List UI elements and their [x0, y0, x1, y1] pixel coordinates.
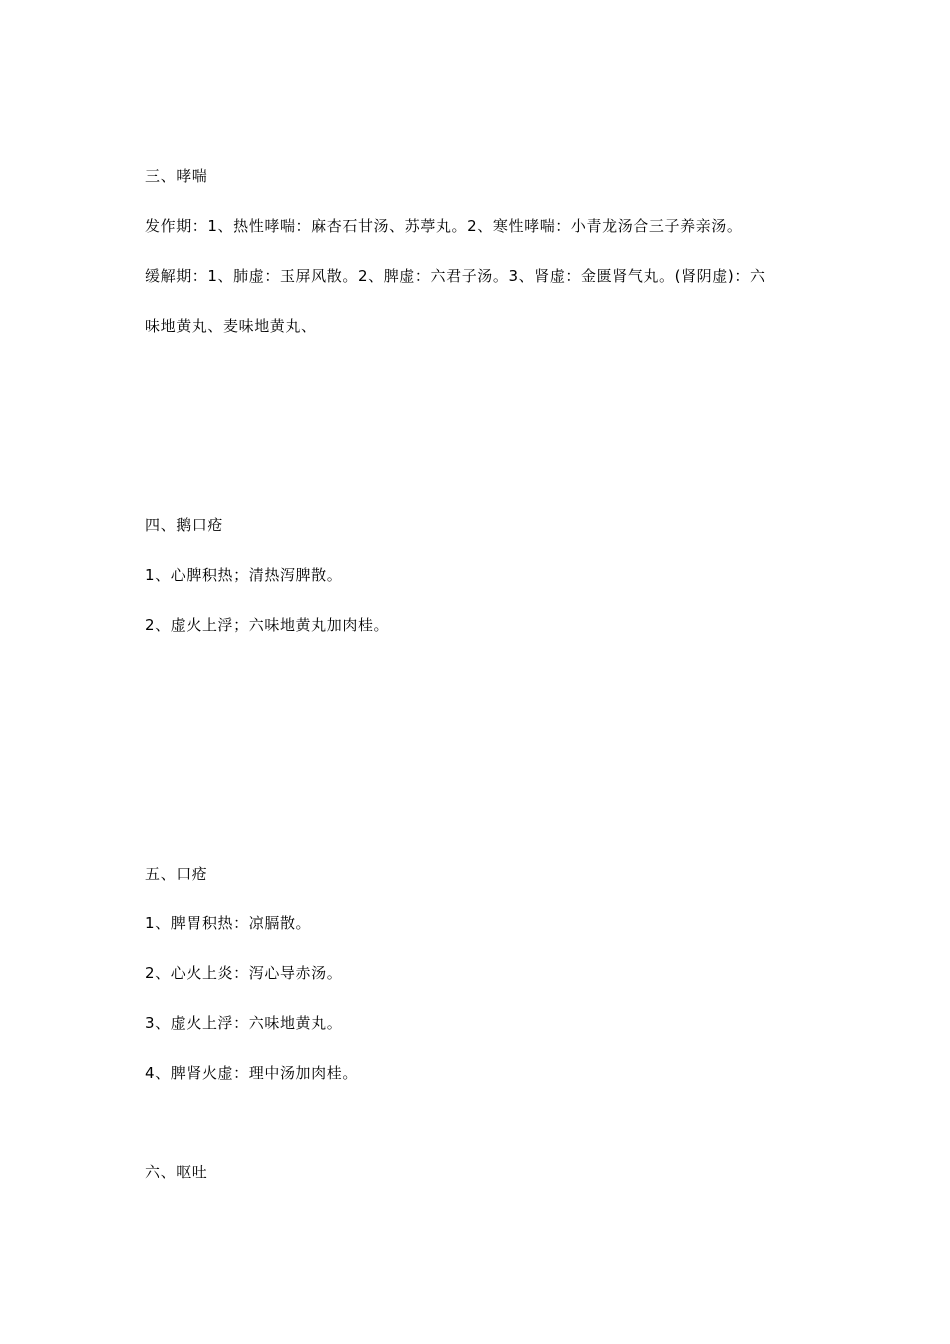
mouth-ulcer-item-3: 3、虚火上浮：六味地黄丸。 — [145, 1014, 343, 1032]
asthma-remission-continued: 味地黄丸、麦味地黄丸、 — [145, 317, 317, 335]
section-heading-asthma: 三、哮喘 — [145, 167, 208, 185]
mouth-ulcer-item-4: 4、脾肾火虚：理中汤加肉桂。 — [145, 1064, 358, 1082]
thrush-item-2: 2、虚火上浮；六味地黄丸加肉桂。 — [145, 616, 390, 634]
asthma-remission-phase: 缓解期：1、肺虚：玉屏风散。2、脾虚：六君子汤。3、肾虚：金匮肾气丸。(肾阴虚)：六 — [145, 267, 766, 285]
asthma-attack-phase: 发作期：1、热性哮喘：麻杏石甘汤、苏葶丸。2、寒性哮喘：小青龙汤合三子养亲汤。 — [145, 217, 743, 235]
section-heading-mouth-ulcer: 五、口疮 — [145, 865, 208, 883]
mouth-ulcer-item-1: 1、脾胃积热：凉膈散。 — [145, 914, 312, 932]
section-heading-vomiting: 六、呕吐 — [145, 1163, 208, 1181]
mouth-ulcer-item-2: 2、心火上炎：泻心导赤汤。 — [145, 964, 343, 982]
section-heading-thrush: 四、鹅口疮 — [145, 516, 224, 534]
thrush-item-1: 1、心脾积热；清热泻脾散。 — [145, 566, 343, 584]
